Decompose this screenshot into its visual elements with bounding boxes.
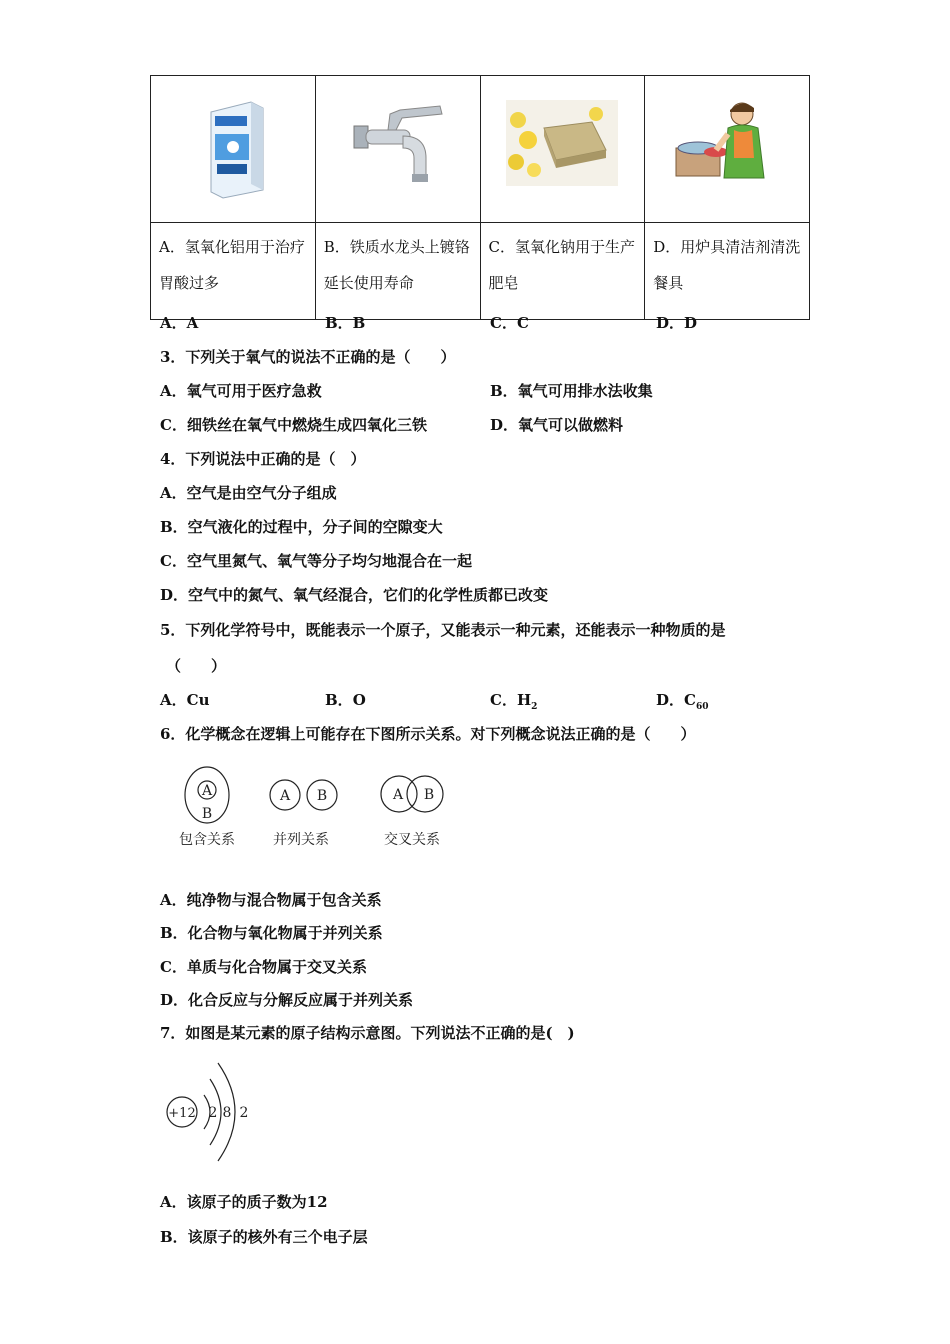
q4-option-b: B．空气液化的过程中，分子间的空隙变大 xyxy=(160,518,443,536)
picture-cell-b xyxy=(315,76,480,223)
q5-option-d-subscript: 60 xyxy=(695,702,709,712)
containment-label-a: A xyxy=(201,783,213,799)
parallel-label-b: B xyxy=(316,788,328,804)
picture-cell-d xyxy=(645,76,810,223)
q6-option-b: B．化合物与氧化物属于并列关系 xyxy=(160,924,383,942)
q5-option-d-formula: C xyxy=(684,691,696,709)
medicine-box-picture xyxy=(193,94,273,204)
relation-diagram xyxy=(170,758,460,858)
caption-b: B．铁质水龙头上镀铬延长使用寿命 xyxy=(315,223,480,320)
q5-option-d-label: D． xyxy=(656,691,685,709)
q5-option-d xyxy=(656,689,709,712)
q2-option-a: A．A xyxy=(160,314,199,332)
q6-option-a: A．纯净物与混合物属于包含关系 xyxy=(160,891,382,909)
q5-option-a xyxy=(160,689,210,710)
shell-electrons-3: 2 xyxy=(239,1105,249,1121)
q5-option-c xyxy=(490,689,537,712)
washing-dishes-picture xyxy=(672,98,782,184)
faucet-picture xyxy=(348,96,448,196)
q4-option-d: D．空气中的氮气、氧气经混合，它们的化学性质都已改变 xyxy=(160,586,549,604)
q3-option-a: A．氧气可用于医疗急救 xyxy=(160,382,322,400)
q7-option-b: B．该原子的核外有三个电子层 xyxy=(160,1228,368,1246)
picture-cell-a xyxy=(151,76,316,223)
containment-caption: 包含关系 xyxy=(179,832,235,848)
q2-option-c: C．C xyxy=(490,314,529,332)
q7-stem: 7．如图是某元素的原子结构示意图。下列说法不正确的是( ) xyxy=(160,1024,575,1042)
parallel-label-a: A xyxy=(279,788,291,804)
q6-option-d: D．化合反应与分解反应属于并列关系 xyxy=(160,991,414,1009)
picture-cell-c xyxy=(480,76,645,223)
q6-stem: 6．化学概念在逻辑上可能存在下图所示关系。对下列概念说法正确的是（ ） xyxy=(160,725,696,743)
q5-option-a-formula: Cu xyxy=(186,691,210,709)
q2-option-b: B．B xyxy=(325,314,366,332)
q2-option-d: D．D xyxy=(656,314,698,332)
caption-d: D．用炉具清洁剂清洗餐具 xyxy=(645,223,810,320)
shell-electrons-2: 8 xyxy=(222,1105,232,1121)
q4-stem: 4．下列说法中正确的是（ ） xyxy=(160,450,366,468)
q5-option-b xyxy=(325,689,366,710)
q3-option-b: B．氧气可用排水法收集 xyxy=(490,382,653,400)
q5-option-a-label: A． xyxy=(160,691,187,709)
q3-option-c: C．细铁丝在氧气中燃烧生成四氧化三铁 xyxy=(160,416,427,434)
q5-option-c-formula: H xyxy=(516,691,532,709)
q5-option-c-subscript: 2 xyxy=(531,702,538,712)
q3-stem: 3．下列关于氧气的说法不正确的是（ ） xyxy=(160,348,456,366)
q5-option-b-label: B． xyxy=(325,691,353,709)
soap-picture xyxy=(506,100,618,186)
q3-option-d: D．氧气可以做燃料 xyxy=(490,416,624,434)
intersection-label-b: B xyxy=(423,787,435,803)
q4-option-c: C．空气里氮气、氧气等分子均匀地混合在一起 xyxy=(160,552,472,570)
q6-option-c: C．单质与化合物属于交叉关系 xyxy=(160,958,367,976)
q5-option-c-label: C． xyxy=(490,691,517,709)
atom-structure-diagram xyxy=(160,1055,270,1170)
intersection-caption: 交叉关系 xyxy=(384,832,440,848)
containment-label-b: B xyxy=(201,806,213,822)
parallel-caption: 并列关系 xyxy=(273,832,329,848)
caption-c: C．氢氧化钠用于生产肥皂 xyxy=(480,223,645,320)
shell-electrons-1: 2 xyxy=(208,1105,218,1121)
nucleus-charge: +12 xyxy=(168,1106,196,1121)
picture-table xyxy=(150,75,810,320)
q5-option-b-formula: O xyxy=(352,691,366,709)
q7-option-a: A．该原子的质子数为12 xyxy=(160,1193,328,1211)
caption-a: A．氢氧化铝用于治疗胃酸过多 xyxy=(151,223,316,320)
q4-option-a: A．空气是由空气分子组成 xyxy=(160,484,337,502)
q5-stem: 5．下列化学符号中，既能表示一个原子，又能表示一种元素，还能表示一种物质的是 xyxy=(160,621,726,639)
intersection-label-a: A xyxy=(392,787,404,803)
q5-stem-cont: （ ） xyxy=(166,657,227,675)
